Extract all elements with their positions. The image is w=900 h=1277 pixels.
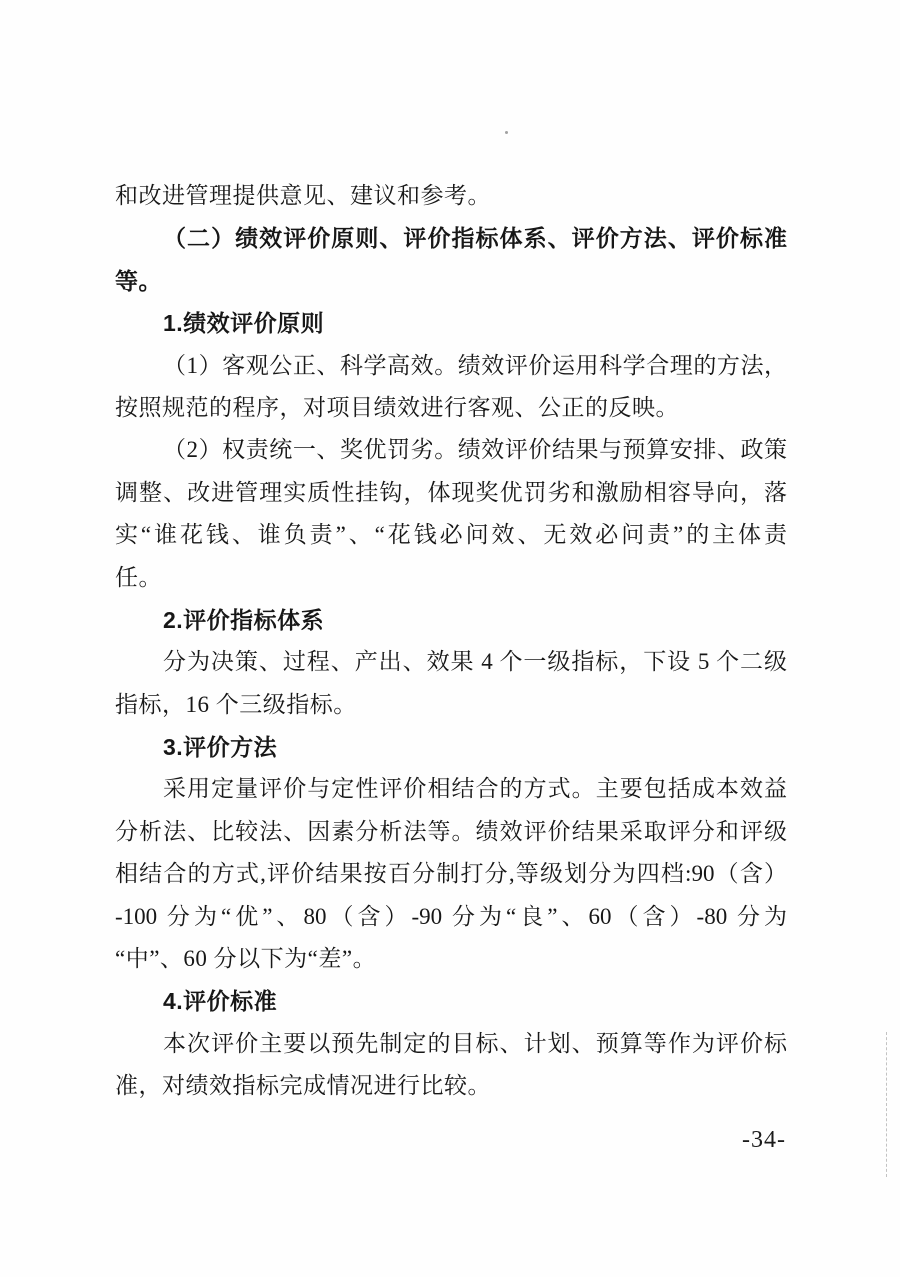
text-line: “中”、60 分以下为“差”。 [115, 946, 377, 972]
text-line: 相结合的方式,评价结果按百分制打分,等级划分为四档:90（含） [115, 861, 787, 887]
text-line: 分为决策、过程、产出、效果 4 个一级指标，下设 5 个二级 [163, 649, 787, 675]
heading-line: 等。 [115, 267, 162, 294]
heading-line: 3.评价方法 [163, 734, 278, 761]
scan-artifact-line [886, 1032, 887, 1177]
text-line: 任。 [115, 564, 162, 590]
text-line: 实“谁花钱、谁负责”、“花钱必问效、无效必问责”的主体责 [115, 522, 787, 548]
text-line: 调整、改进管理实质性挂钩，体现奖优罚劣和激励相容导向，落 [115, 479, 787, 505]
text-line: 和改进管理提供意见、建议和参考。 [115, 183, 491, 208]
heading-line: 2.评价指标体系 [163, 606, 325, 633]
text-line: 按照规范的程序，对项目绩效进行客观、公正的反映。 [115, 394, 679, 420]
heading-line: （二）绩效评价原则、评价指标体系、评价方法、评价标准 [163, 225, 787, 252]
text-line: （2）权责统一、奖优罚劣。绩效评价结果与预算安排、政策 [163, 437, 787, 463]
document-lines [115, 175, 787, 1108]
scan-speck [505, 131, 508, 134]
page-number: -34- [742, 1127, 786, 1153]
text-line: 本次评价主要以预先制定的目标、计划、预算等作为评价标 [163, 1030, 787, 1056]
text-line: 采用定量评价与定性评价相结合的方式。主要包括成本效益 [163, 776, 787, 802]
heading-line: 1.绩效评价原则 [163, 310, 325, 337]
text-line: 准，对绩效指标完成情况进行比较。 [115, 1073, 491, 1099]
text-line: -100 分为“优”、80（含）-90 分为“良”、60（含）-80 分为 [115, 903, 787, 929]
text-line: 分析法、比较法、因素分析法等。绩效评价结果采取评分和评级 [115, 818, 787, 844]
text-line: 指标，16 个三级指标。 [115, 691, 357, 717]
text-line: （1）客观公正、科学高效。绩效评价运用科学合理的方法， [163, 352, 787, 378]
heading-line: 4.评价标准 [163, 988, 278, 1015]
